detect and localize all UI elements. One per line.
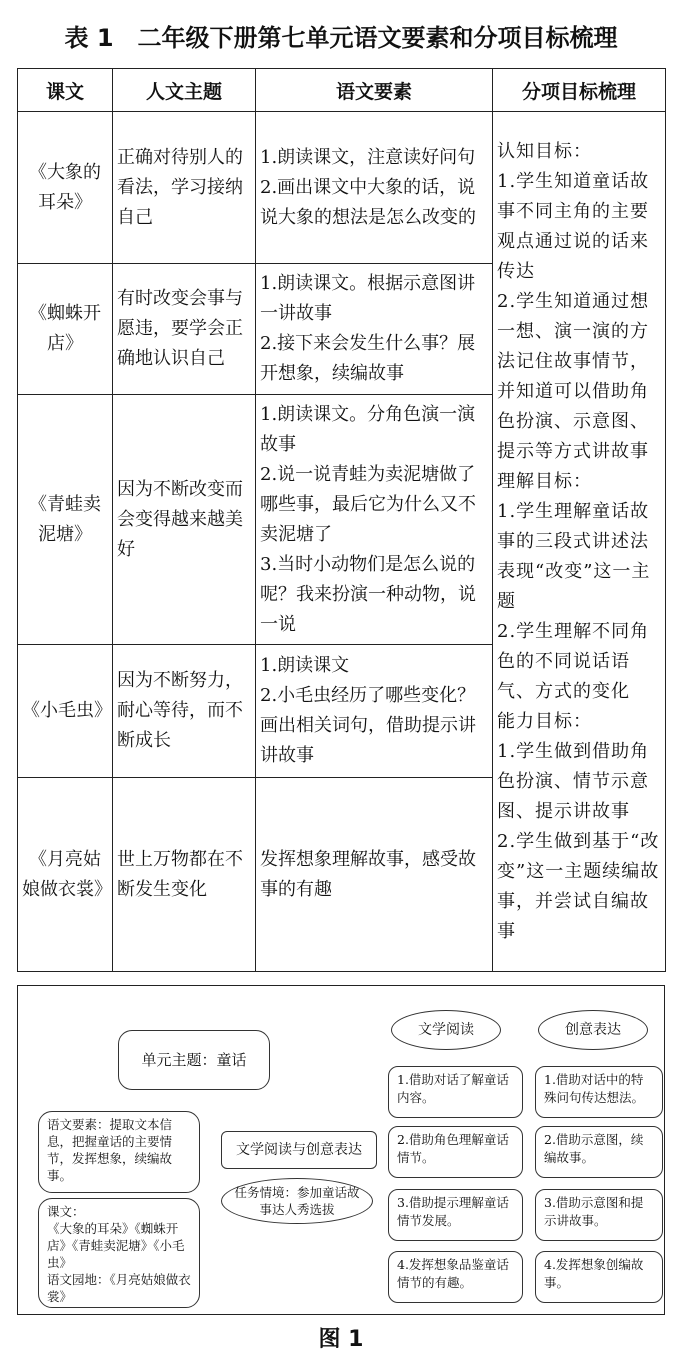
goal-heading: 理解目标： [497, 470, 592, 492]
goal-item: 1.学生做到借助角色扮演、情节示意图、提示讲故事 [497, 740, 650, 822]
theme-cell: 正确对待别人的看法，学习接纳自己 [113, 112, 256, 264]
theme-cell: 世上万物都在不断发生变化 [113, 778, 256, 972]
elements-cell [256, 645, 493, 778]
table-row [18, 112, 666, 264]
unit-table [17, 68, 666, 972]
element-item: 3.当时小动物们是怎么说的呢？我来扮演一种动物，说一说 [260, 553, 476, 635]
reading-title: 文学阅读 [391, 1010, 501, 1050]
elements-cell [256, 264, 493, 395]
goal-item: 1.学生理解童话故事的三段式讲述法表现“改变”这一主题 [497, 500, 651, 612]
reading-item: 3.借助提示理解童话情节发展。 [388, 1189, 523, 1241]
elements-cell [256, 112, 493, 264]
course-cell: 《蜘蛛开店》 [18, 264, 113, 395]
reading-item: 1.借助对话了解童话内容。 [388, 1066, 523, 1118]
task-oval: 任务情境：参加童话故事达人秀选拔 [221, 1178, 373, 1224]
header-goals: 分项目标梳理 [493, 69, 666, 112]
unit-theme-box: 单元主题：童话 [118, 1030, 270, 1090]
element-item: 发挥想象理解故事，感受故事的有趣 [260, 848, 476, 900]
element-item: 1.朗读课文。分角色演一演故事 [260, 403, 476, 455]
element-item: 2.说一说青蛙为卖泥塘做了哪些事，最后它为什么又不卖泥塘了 [260, 463, 476, 545]
expression-item: 1.借助对话中的特殊问句传达想法。 [535, 1066, 663, 1118]
theme-cell: 有时改变会事与愿违，要学会正确地认识自己 [113, 264, 256, 395]
center-box: 文学阅读与创意表达 [221, 1131, 377, 1169]
element-item: 2.画出课文中大象的话，说说大象的想法是怎么改变的 [260, 176, 476, 228]
language-elements-box: 语文要素：提取文本信息，把握童话的主要情节，发挥想象，续编故事。 [38, 1111, 200, 1193]
courses-label: 课文： [47, 1204, 85, 1219]
courses-garden: 语文园地：《月亮姑娘做衣裳》 [47, 1272, 191, 1304]
goal-item: 2.学生理解不同角色的不同说话语气、方式的变化 [497, 620, 650, 702]
elements-cell [256, 778, 493, 972]
courses-box [38, 1198, 200, 1308]
element-item: 1.朗读课文，注意读好问句 [260, 146, 476, 168]
expression-item: 2.借助示意图，续编故事。 [535, 1126, 663, 1178]
reading-item: 4.发挥想象品鉴童话情节的有趣。 [388, 1251, 523, 1303]
expression-item: 4.发挥想象创编故事。 [535, 1251, 663, 1303]
table-title: 表 1 二年级下册第七单元语文要素和分项目标梳理 [64, 24, 618, 52]
theme-cell: 因为不断改变而会变得越来越美好 [113, 395, 256, 645]
element-item: 2.小毛虫经历了哪些变化？画出相关词句，借助提示讲讲故事 [260, 685, 476, 766]
theme-cell: 因为不断努力，耐心等待，而不断成长 [113, 645, 256, 778]
elements-cell [256, 395, 493, 645]
courses-list: 《大象的耳朵》《蜘蛛开店》《青蛙卖泥塘》《小毛虫》 [47, 1221, 185, 1270]
header-theme: 人文主题 [113, 69, 256, 112]
header-course: 课文 [18, 69, 113, 112]
goal-item: 2.学生知道通过想一想、演一演的方法记住故事情节，并知道可以借助角色扮演、示意图、提示等方式讲故事 [497, 290, 650, 462]
element-item: 1.朗读课文。根据示意图讲一讲故事 [260, 273, 476, 324]
table-header-row [18, 69, 666, 112]
expression-item: 3.借助示意图和提示讲故事。 [535, 1189, 663, 1241]
element-item: 2.接下来会发生什么事？展开想象，续编故事 [260, 333, 476, 384]
goal-heading: 认知目标： [497, 140, 592, 162]
goal-item: 1.学生知道童话故事不同主角的主要观点通过说的话来传达 [497, 170, 650, 282]
header-elements: 语文要素 [256, 69, 493, 112]
goals-cell [493, 112, 666, 972]
goal-item: 2.学生做到基于“改变”这一主题续编故事，并尝试自编故事 [497, 830, 660, 942]
course-cell: 《月亮姑娘做衣裳》 [18, 778, 113, 972]
element-item: 1.朗读课文 [260, 655, 350, 676]
course-cell: 《大象的耳朵》 [18, 112, 113, 264]
course-cell: 《小毛虫》 [18, 645, 113, 778]
reading-item: 2.借助角色理解童话情节。 [388, 1126, 523, 1178]
goal-heading: 能力目标： [497, 710, 592, 732]
course-cell: 《青蛙卖泥塘》 [18, 395, 113, 645]
figure-caption: 图 1 [318, 1327, 364, 1352]
unit-diagram [17, 985, 665, 1315]
expression-title: 创意表达 [538, 1010, 648, 1050]
